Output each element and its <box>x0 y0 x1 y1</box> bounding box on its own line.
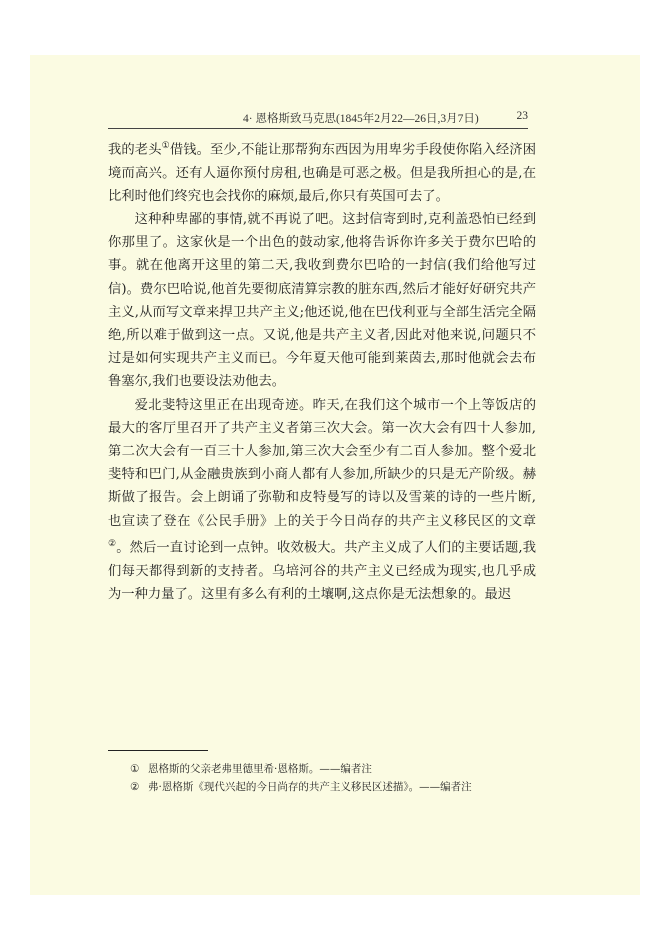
paragraph-3-text-b: 。然后一直讨论到一点钟。收效极大。共产主义成了人们的主要话题,我们每天都得到新的支持者。乌培河谷的共产主义已经成为现实,也几乎成为一种力量了。这里有多么有利的土壤啊,这点你是无法想象的。最迟 <box>108 540 536 602</box>
footnote-1 <box>130 760 550 778</box>
paragraph-1-text-b: 借钱。至少,不能让那帮狗东西因为用卑劣手段使你陷入经济困境而高兴。还有人逼你预付房租,也确是可恶之极。但是我所担心的是,在比利时他们终究也会找你的麻烦,最后,你只有英国可去了。 <box>108 142 536 204</box>
paragraph-3-text-a: 爱北斐特这里正在出现奇迹。昨天,在我们这个城市一个上等饭店的最大的客厅里召开了共产主义者第三次大会。第一次大会有四十人参加,第二次大会有一百三十人参加,第三次大会至少有二百人参加。整个爱北斐特和巴门,从金融贵族到小商人都有人参加,所缺少的只是无产阶级。赫斯做了报告。会上朗诵了弥勒和皮特曼写的诗以及雪莱的诗的一些片断,也宣读了登在《公民手册》上的关于今日尚存的共产主义移民区的文章 <box>108 397 536 529</box>
paragraph-1-text-a: 我的老头 <box>108 142 162 158</box>
footnotes <box>130 760 550 796</box>
running-head-title: 4· 恩格斯致马克思(1845年2月22—26日,3月7日) <box>243 113 479 125</box>
main-text <box>108 135 536 606</box>
footnote-2-text: 弗·恩格斯《现代兴起的今日尚存的共产主义移民区述描》。——编者注 <box>148 781 472 793</box>
footnote-divider <box>108 750 208 751</box>
footnote-2 <box>130 778 550 796</box>
footnote-ref-2: ② <box>108 538 117 549</box>
paragraph-1 <box>108 135 536 208</box>
footnote-ref-1: ① <box>161 141 170 151</box>
page-number: 23 <box>516 110 528 122</box>
footnote-2-mark: ② <box>130 781 140 793</box>
paragraph-2: 这种种卑鄙的事情,就不再说了吧。这封信寄到时,克利盖恐怕已经到你那里了。这家伙是一个出色的鼓动家,他将告诉你许多关于费尔巴哈的事。就在他离开这里的第二天,我收到费尔巴哈的一封信(我们给他写过信)。费尔巴哈说,他首先要彻底清算宗教的脏东西,然后才能好好研究共产主义,从而写文章来捍卫共产主义;他还说,他在巴伐利亚与全部生活完全隔绝,所以难于做到这一点。又说,他是共产主义者,因此对他来说,问题只不过是如何实现共产主义而已。今年夏天他可能到莱茵去,那时他就会去布鲁塞尔,我们也要设法劝他去。 <box>108 212 536 390</box>
running-head <box>108 105 528 129</box>
footnote-1-text: 恩格斯的父亲老弗里德里希·恩格斯。——编者注 <box>148 763 372 775</box>
paragraph-3 <box>108 394 536 606</box>
footnote-1-mark: ① <box>130 763 140 775</box>
header-rule <box>108 128 528 129</box>
